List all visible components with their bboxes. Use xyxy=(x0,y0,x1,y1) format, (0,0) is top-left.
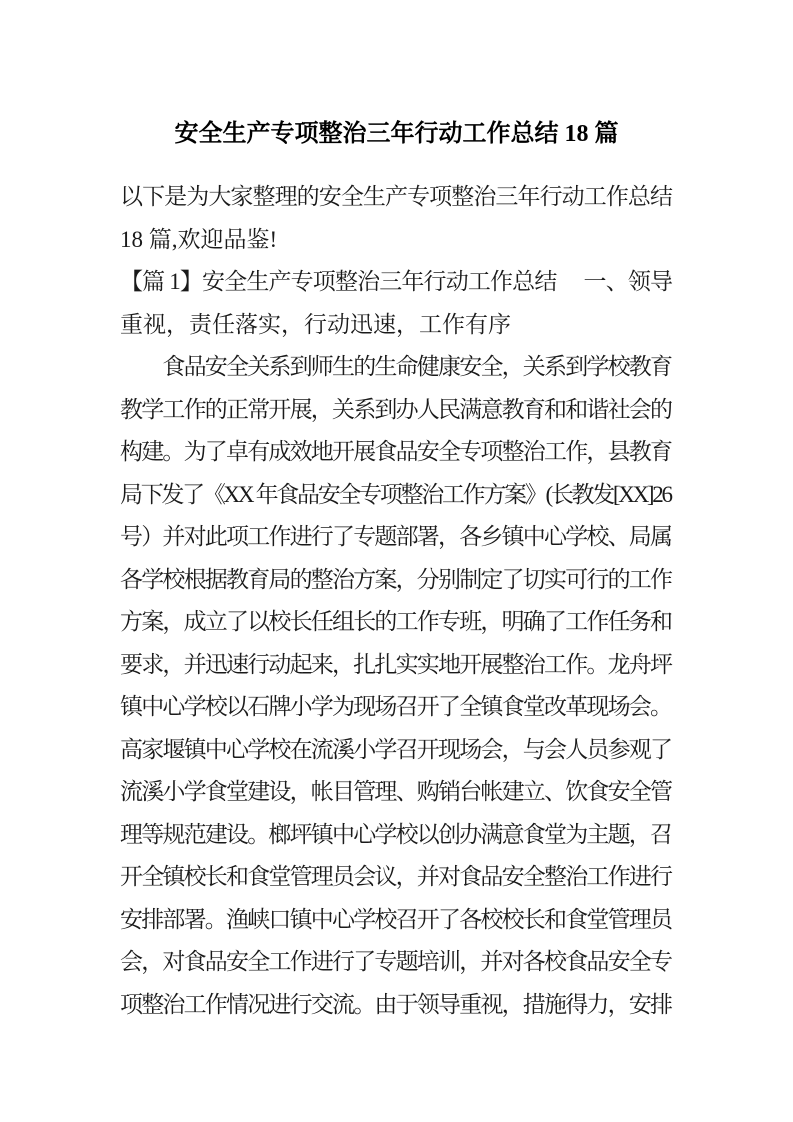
text-line-content: 重视，责任落实，行动迅速，工作有序 xyxy=(120,311,511,337)
text-line-content: 会，对食品安全工作进行了专题培训，并对各校食品安全专 xyxy=(120,949,672,974)
text-line xyxy=(120,984,673,1027)
text-line xyxy=(120,899,673,942)
text-line-content: 流溪小学食堂建设，帐目管理、购销台帐建立、饮食安全管 xyxy=(120,779,672,804)
text-line-content: 教学工作的正常开展，关系到办人民满意教育和和谐社会的 xyxy=(120,396,672,422)
text-line xyxy=(120,176,673,219)
paragraph xyxy=(120,261,673,346)
text-line-content: 安排部署。渔峡口镇中心学校召开了各校校长和食堂管理员 xyxy=(120,906,672,932)
document-body xyxy=(120,176,673,1026)
paragraph xyxy=(120,346,673,1026)
text-line-content: 局下发了《XX 年食品安全专项整治工作方案》(长教发[XX]26 xyxy=(120,481,671,507)
text-line-content: 【篇 1】安全生产专项整治三年行动工作总结 一、领导 xyxy=(120,269,673,294)
text-line-content: 要求，并迅速行动起来，扎扎实实地开展整治工作。龙舟坪 xyxy=(120,651,672,677)
text-line xyxy=(120,601,673,644)
text-line xyxy=(120,431,673,474)
text-line-content: 项整治工作情况进行交流。由于领导重视，措施得力，安排 xyxy=(120,991,672,1017)
text-line xyxy=(120,219,673,262)
text-line xyxy=(120,346,673,389)
text-line-content: 开全镇校长和食堂管理员会议，并对食品安全整治工作进行 xyxy=(120,864,672,889)
text-line xyxy=(120,389,673,432)
text-line xyxy=(120,814,673,857)
text-line xyxy=(120,474,673,517)
text-line-content: 18 篇,欢迎品鉴! xyxy=(120,226,278,252)
text-line xyxy=(120,644,673,687)
text-line-content: 镇中心学校以石牌小学为现场召开了全镇食堂改革现场会。 xyxy=(120,694,672,719)
text-line xyxy=(120,856,673,899)
text-line xyxy=(120,941,673,984)
text-line xyxy=(120,304,673,347)
text-line-content: 以下是为大家整理的安全生产专项整治三年行动工作总结 xyxy=(120,184,673,209)
text-line-content: 号）并对此项工作进行了专题部署，各乡镇中心学校、局属 xyxy=(120,524,672,549)
text-line-content: 各学校根据教育局的整治方案，分别制定了切实可行的工作 xyxy=(120,566,672,592)
document-title: 安全生产专项整治三年行动工作总结 18 篇 xyxy=(174,121,619,147)
text-line xyxy=(120,729,673,772)
text-line xyxy=(120,686,673,729)
text-line xyxy=(120,516,673,559)
text-line xyxy=(120,559,673,602)
text-line-content: 理等规范建设。榔坪镇中心学校以创办满意食堂为主题，召 xyxy=(120,821,672,847)
text-line-content: 构建。为了卓有成效地开展食品安全专项整治工作，县教育 xyxy=(120,439,672,464)
text-line xyxy=(120,771,673,814)
text-line-content: 食品安全关系到师生的生命健康安全，关系到学校教育 xyxy=(120,354,672,379)
paragraph xyxy=(120,176,673,261)
text-line xyxy=(120,261,673,304)
text-line-content: 高家堰镇中心学校在流溪小学召开现场会，与会人员参观了 xyxy=(120,736,672,762)
text-line-content: 方案，成立了以校长任组长的工作专班，明确了工作任务和 xyxy=(120,609,672,634)
